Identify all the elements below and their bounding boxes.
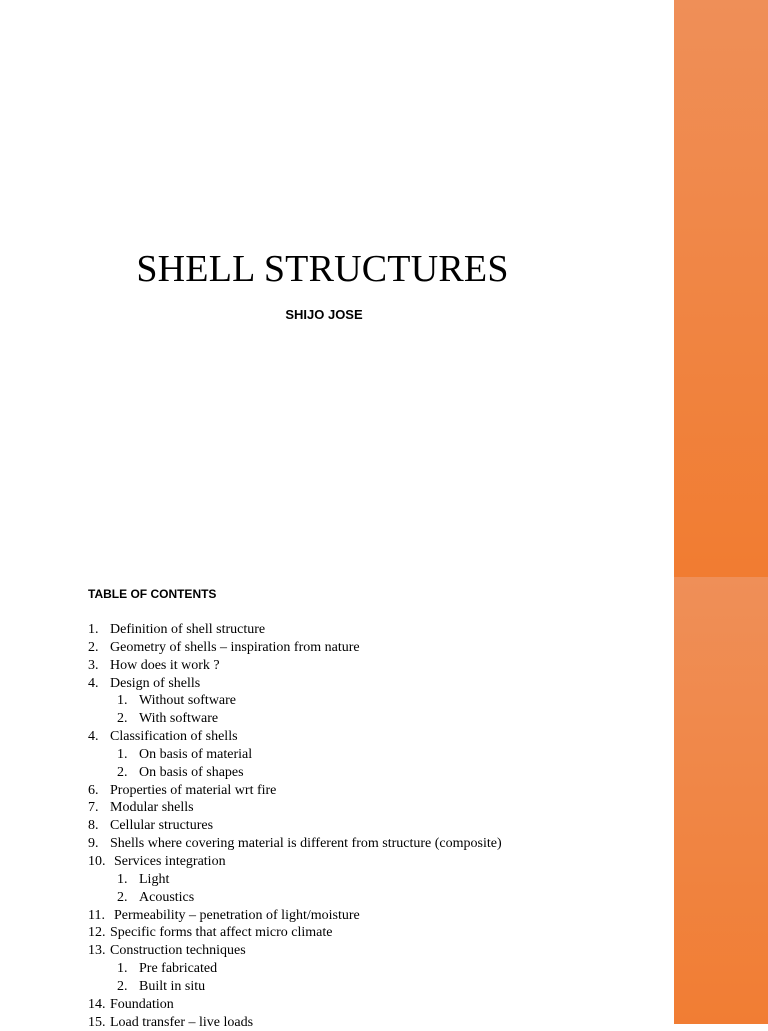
toc-item-text: On basis of material <box>139 746 253 762</box>
toc-item-text: Construction techniques <box>110 943 246 959</box>
toc-item-text: Modular shells <box>110 800 194 816</box>
toc-item-number: 7. <box>88 800 99 816</box>
toc-item <box>0 799 660 817</box>
toc-item-text: Geometry of shells – inspiration from nature <box>110 639 360 655</box>
toc-item-number: 3. <box>88 657 99 673</box>
toc-item-number: 1. <box>117 961 128 977</box>
toc-subitem <box>0 764 660 782</box>
toc-item-number: 1. <box>117 871 128 887</box>
toc-item-text: Light <box>139 871 170 887</box>
toc-subitem <box>0 710 660 728</box>
decorative-side-band-bottom <box>674 577 768 1024</box>
toc-item-text: Definition of shell structure <box>110 622 266 637</box>
toc-subitem <box>0 871 660 889</box>
toc-item <box>0 942 660 960</box>
toc-item <box>0 675 660 693</box>
toc-item-number: 1. <box>88 622 99 637</box>
toc-item-text: Services integration <box>114 853 226 869</box>
toc-subitem <box>0 746 660 764</box>
toc-item <box>0 657 660 675</box>
toc-heading: TABLE OF CONTENTS <box>88 587 217 601</box>
toc-item-text: Design of shells <box>110 675 201 691</box>
toc-item-text: Permeability – penetration of light/moisture <box>114 907 360 923</box>
toc-item-text: Shells where covering material is different from structure (composite) <box>110 836 502 852</box>
table-of-contents <box>0 621 660 1031</box>
toc-item-number: 4. <box>88 729 99 745</box>
toc-item-number: 1. <box>117 693 128 709</box>
toc-item-text: Pre fabricated <box>139 961 218 977</box>
toc-item-number: 10. <box>88 853 106 869</box>
toc-item-number: 6. <box>88 782 99 798</box>
toc-item-number: 15. <box>88 1014 106 1030</box>
toc-item <box>0 853 660 871</box>
toc-item-number: 14. <box>88 996 106 1012</box>
toc-item-text: How does it work ? <box>110 657 220 673</box>
toc-item-number: 1. <box>117 746 128 762</box>
toc-subitem <box>0 692 660 710</box>
toc-item-number: 12. <box>88 925 106 941</box>
toc-item-text: Properties of material wrt fire <box>110 782 277 798</box>
toc-item <box>0 782 660 800</box>
toc-item-number: 4. <box>88 675 99 691</box>
toc-item-number: 8. <box>88 818 99 834</box>
toc-subitem <box>0 889 660 907</box>
toc-item <box>0 1014 660 1031</box>
toc-item-text: Built in situ <box>139 978 206 994</box>
toc-item-text: Foundation <box>110 996 174 1012</box>
toc-item <box>0 621 660 639</box>
toc-item <box>0 907 660 925</box>
document-title: SHELL STRUCTURES <box>136 248 509 290</box>
toc-item-text: Cellular structures <box>110 818 214 834</box>
toc-item-number: 2. <box>117 889 128 905</box>
toc-item-number: 2. <box>88 639 99 655</box>
toc-item-number: 2. <box>117 764 128 780</box>
toc-item-number: 9. <box>88 836 99 852</box>
toc-item <box>0 728 660 746</box>
toc-item <box>0 817 660 835</box>
toc-item <box>0 639 660 657</box>
toc-item-number: 2. <box>117 978 128 994</box>
toc-item-text: Specific forms that affect micro climate <box>110 925 333 941</box>
toc-item-text: Acoustics <box>139 889 195 905</box>
toc-item-text: Load transfer – live loads <box>110 1014 254 1030</box>
toc-item <box>0 835 660 853</box>
toc-item <box>0 996 660 1014</box>
toc-item <box>0 924 660 942</box>
toc-item-text: With software <box>139 711 219 727</box>
toc-item-text: On basis of shapes <box>139 764 244 780</box>
toc-item-number: 11. <box>88 907 105 923</box>
toc-subitem <box>0 960 660 978</box>
toc-item-number: 13. <box>88 943 106 959</box>
toc-subitem <box>0 978 660 996</box>
toc-item-text: Without software <box>139 693 237 709</box>
toc-item-text: Classification of shells <box>110 729 238 745</box>
document-author: SHIJO JOSE <box>285 307 363 322</box>
toc-item-number: 2. <box>117 711 128 727</box>
decorative-side-band-top <box>674 0 768 577</box>
